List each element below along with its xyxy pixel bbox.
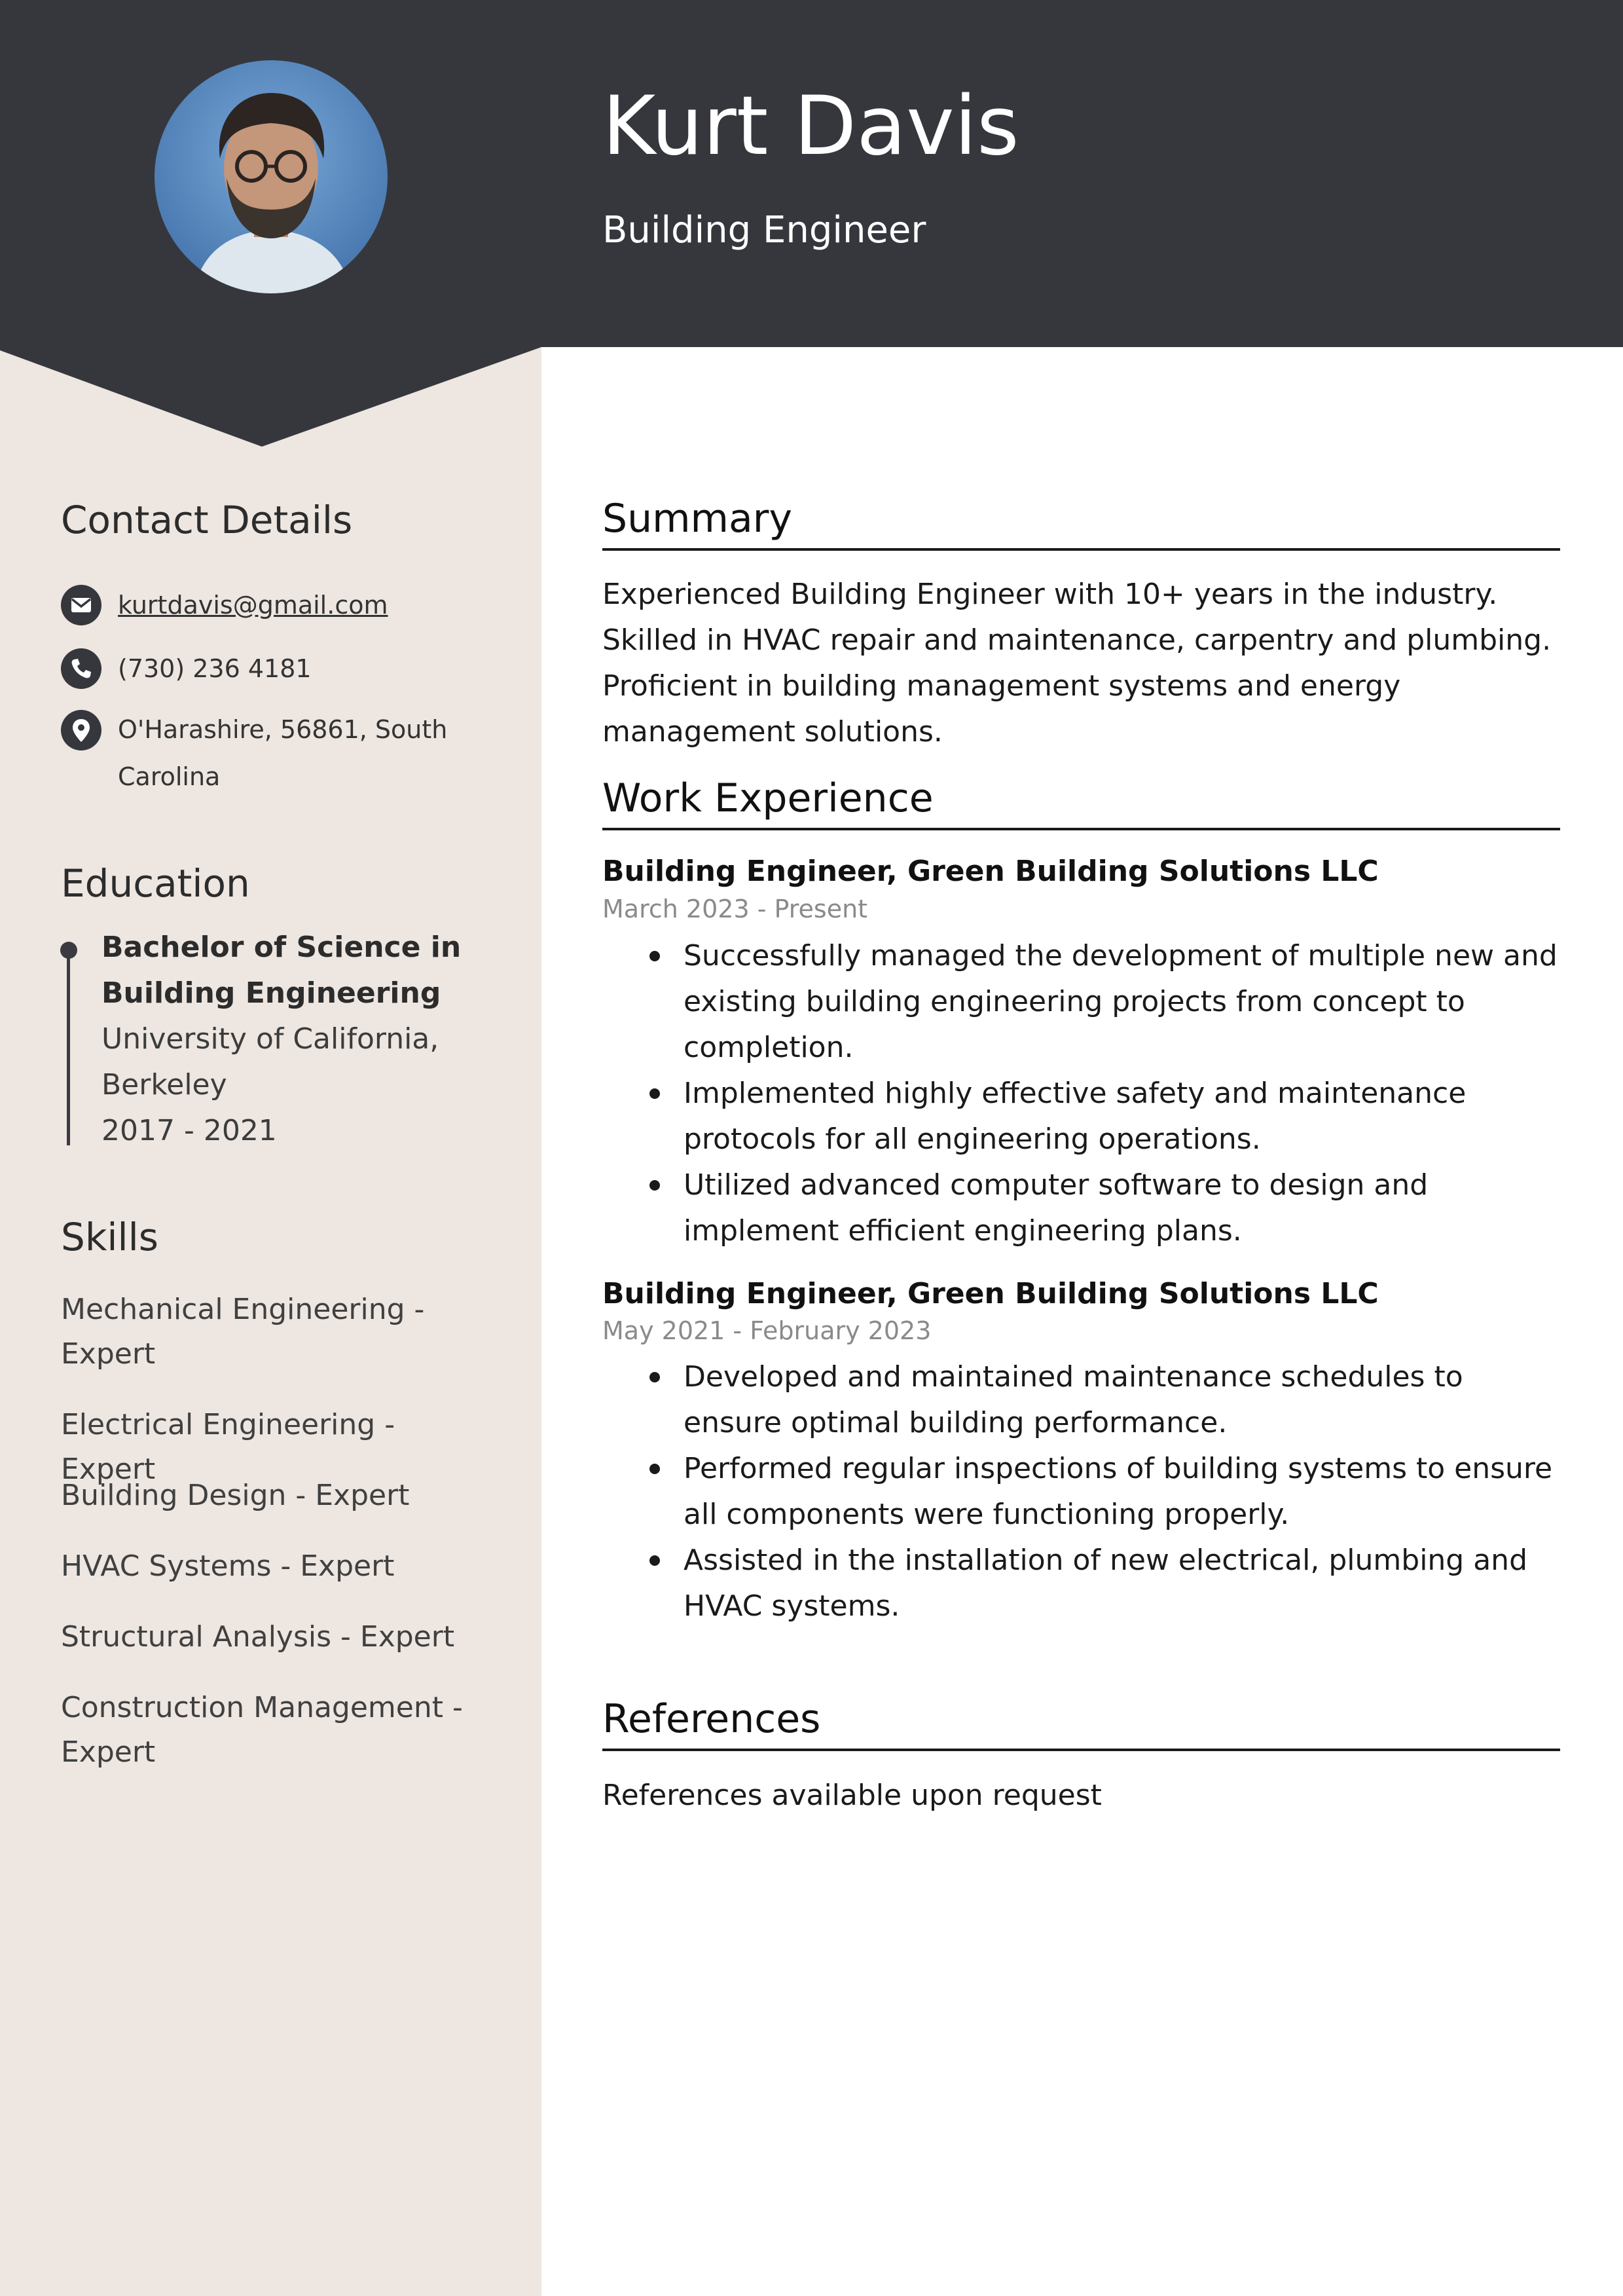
summary-heading: Summary bbox=[602, 496, 792, 542]
section-divider bbox=[602, 1749, 1560, 1751]
references-text: References available upon request bbox=[602, 1779, 1102, 1812]
timeline-dot bbox=[60, 942, 77, 959]
email-link[interactable]: kurtdavis@gmail.com bbox=[118, 591, 388, 620]
job-dates: March 2023 - Present bbox=[602, 895, 868, 923]
school-line-2: Berkeley bbox=[101, 1068, 227, 1102]
bullet-text: Developed and maintained maintenance schedules to ensure optimal building performance. bbox=[684, 1360, 1463, 1439]
skill-item bbox=[61, 1615, 480, 1659]
contact-heading: Contact Details bbox=[61, 498, 353, 542]
skill-text: Expert bbox=[61, 1735, 156, 1769]
skill-text: Mechanical Engineering - bbox=[61, 1293, 425, 1326]
bullet-text: Successfully managed the development of multiple new and existing building engineering projects from concept to completion. bbox=[684, 939, 1558, 1064]
skill-item bbox=[61, 1473, 480, 1518]
bullet-text: Assisted in the installation of new electrical, plumbing and HVAC systems. bbox=[684, 1544, 1527, 1623]
bullet-dot bbox=[649, 1464, 660, 1474]
candidate-name: Kurt Davis bbox=[602, 79, 1019, 174]
job-bullet-list bbox=[684, 933, 1567, 1254]
job-title: Building Engineer, Green Building Solutions LLC bbox=[602, 1277, 1379, 1310]
phone-icon bbox=[61, 648, 101, 689]
list-item bbox=[684, 1538, 1567, 1629]
job-bullet-list bbox=[684, 1354, 1567, 1629]
skill-text: Construction Management - bbox=[61, 1691, 463, 1724]
timeline-line bbox=[67, 957, 70, 1145]
education-years: 2017 - 2021 bbox=[101, 1114, 277, 1147]
degree-line-2: Building Engineering bbox=[101, 976, 441, 1010]
list-item bbox=[684, 933, 1567, 1071]
job-title: Building Engineer, Green Building Solutions LLC bbox=[602, 855, 1379, 888]
school-line-1: University of California, bbox=[101, 1022, 439, 1056]
section-divider bbox=[602, 828, 1560, 830]
skill-text: HVAC Systems - Expert bbox=[61, 1549, 395, 1583]
bullet-text: Implemented highly effective safety and maintenance protocols for all engineering operations. bbox=[684, 1077, 1467, 1156]
envelope-icon bbox=[61, 585, 101, 625]
skill-text: Building Design - Expert bbox=[61, 1479, 410, 1512]
skills-heading: Skills bbox=[61, 1215, 158, 1259]
address bbox=[118, 706, 484, 800]
list-item bbox=[684, 1071, 1567, 1162]
address-line-2: Carolina bbox=[118, 762, 221, 791]
summary-text: Experienced Building Engineer with 10+ years in the industry. Skilled in HVAC repair and maintenance, carpentry and plumbing. Proficient in building management systems and energy management solutions. bbox=[602, 578, 1552, 749]
candidate-title: Building Engineer bbox=[602, 209, 926, 251]
list-item bbox=[684, 1162, 1567, 1254]
job-dates: May 2021 - February 2023 bbox=[602, 1316, 932, 1345]
bullet-text: Utilized advanced computer software to design and implement efficient engineering plans. bbox=[684, 1168, 1429, 1248]
list-item bbox=[684, 1446, 1567, 1538]
skill-item bbox=[61, 1686, 480, 1775]
bullet-dot bbox=[649, 1372, 660, 1382]
references-heading: References bbox=[602, 1696, 821, 1742]
skill-text: Electrical Engineering - Expert bbox=[61, 1408, 395, 1486]
section-divider bbox=[602, 548, 1560, 551]
bullet-dot bbox=[649, 1180, 660, 1191]
location-pin-icon bbox=[61, 710, 101, 750]
bullet-dot bbox=[649, 1088, 660, 1099]
avatar bbox=[155, 60, 388, 293]
work-experience-heading: Work Experience bbox=[602, 775, 934, 821]
skill-item bbox=[61, 1287, 480, 1377]
skill-text: Structural Analysis - Expert bbox=[61, 1620, 455, 1654]
education-heading: Education bbox=[61, 861, 250, 906]
bullet-dot bbox=[649, 1555, 660, 1566]
skill-text: Expert bbox=[61, 1337, 156, 1371]
bullet-dot bbox=[649, 951, 660, 961]
address-line-1: O'Harashire, 56861, South bbox=[118, 715, 448, 744]
degree-line-1: Bachelor of Science in bbox=[101, 931, 462, 964]
phone-number: (730) 236 4181 bbox=[118, 654, 312, 683]
list-item bbox=[684, 1354, 1567, 1446]
bullet-text: Performed regular inspections of building systems to ensure all components were functioning properly. bbox=[684, 1452, 1553, 1531]
skill-item bbox=[61, 1544, 480, 1589]
education-entry bbox=[101, 925, 507, 1154]
